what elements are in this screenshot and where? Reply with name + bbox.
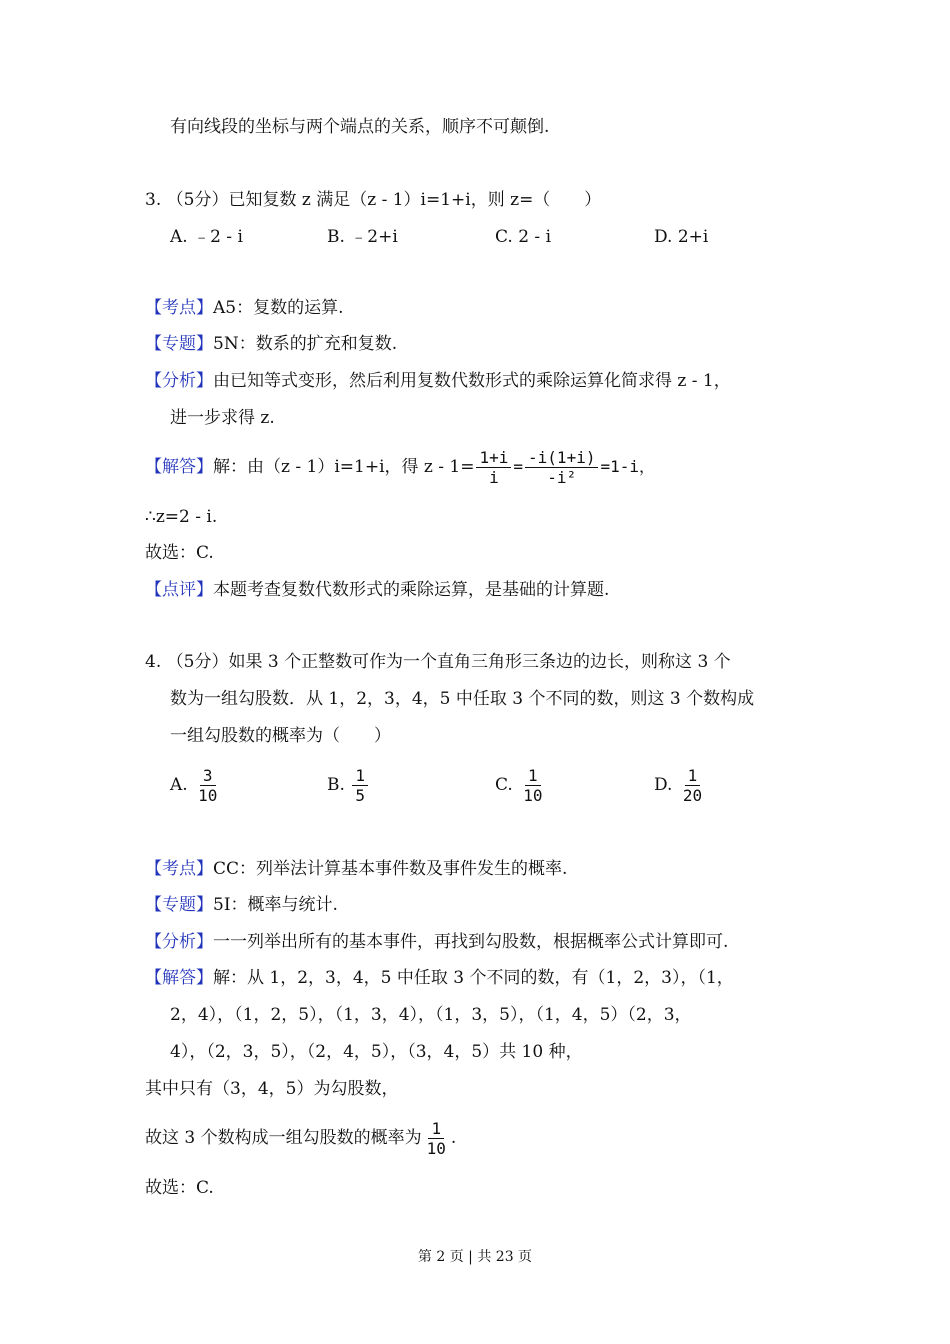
fraction — [680, 766, 705, 805]
denominator: i — [489, 468, 499, 487]
fraction — [520, 766, 545, 805]
fenxi-tag: 【分析】 — [145, 932, 213, 952]
zhuanti-text: 5I：概率与统计. — [213, 895, 338, 915]
jieda-result: =1-i， — [600, 457, 656, 476]
q4-fenxi — [145, 930, 728, 954]
numerator: 1 — [352, 766, 368, 786]
q4-stem: 4. （5分）如果 3 个正整数可作为一个直角三角形三条边的边长，则称这 3 个 — [145, 652, 731, 672]
denominator: 20 — [682, 786, 703, 805]
q3-stem: 3. （5分）已知复数 z 满足（z - 1）i=1+i，则 z=（ ） — [145, 190, 602, 210]
intro-line: 有向线段的坐标与两个端点的关系，顺序不可颠倒. — [170, 117, 550, 137]
fraction — [476, 448, 511, 487]
denominator: 10 — [426, 1139, 446, 1158]
fraction — [424, 1119, 449, 1158]
numerator: 1 — [428, 1119, 444, 1139]
numerator: 1 — [525, 766, 541, 786]
q3-option-d: D. 2+i — [654, 227, 709, 247]
zhuanti-tag: 【专题】 — [145, 334, 213, 354]
option-label: D. — [654, 775, 673, 795]
q3-option-a: A. ﹣2 - i — [170, 227, 243, 247]
option-label: B. — [327, 775, 345, 795]
q4-jieda-cont: 其中只有（3，4，5）为勾股数， — [145, 1079, 399, 1099]
option-label: A. — [170, 775, 188, 795]
q4-option-c — [495, 763, 547, 807]
option-label: C. — [495, 775, 513, 795]
fenxi-tag: 【分析】 — [145, 371, 213, 391]
kaodian-tag: 【考点】 — [145, 298, 213, 318]
q4-option-d — [654, 763, 707, 807]
q3-fenxi-cont: 进一步求得 z. — [170, 408, 275, 428]
equals: = — [513, 457, 524, 476]
q3-option-c: C. 2 - i — [495, 227, 552, 247]
q3-therefore: ∴z=2 - i. — [145, 507, 218, 527]
numerator: 1 — [685, 766, 701, 786]
fenxi-text: 由已知等式变形，然后利用复数代数形式的乘除运算化简求得 z - 1， — [213, 371, 731, 391]
jieda-text: 解：从 1，2，3，4，5 中任取 3 个不同的数，有（1，2，3），（1， — [213, 968, 734, 988]
numerator: -i(1+i) — [525, 448, 598, 468]
q4-jieda-cont: 2，4），（1，2，5），（1，3，4），（1，3，5），（1，4，5）（2，3， — [170, 1005, 692, 1025]
denominator: 10 — [198, 786, 218, 805]
q3-dianping — [145, 578, 609, 602]
q3-kaodian — [145, 296, 344, 320]
q3-answer: 故选：C. — [145, 543, 214, 563]
q4-stem-cont: 数为一组勾股数．从 1，2，3，4，5 中任取 3 个不同的数，则这 3 个数构成 — [170, 689, 755, 709]
denominator: 10 — [523, 786, 543, 805]
jieda-text: 解：由（z - 1）i=1+i，得 z - 1= — [213, 457, 475, 477]
kaodian-text: CC：列举法计算基本事件数及事件发生的概率. — [213, 859, 568, 879]
q3-zhuanti — [145, 332, 397, 356]
q4-zhuanti — [145, 893, 338, 917]
kaodian-tag: 【考点】 — [145, 859, 213, 879]
q4-option-a — [170, 763, 222, 807]
numerator: 1+i — [476, 448, 511, 468]
q3-option-b: B. ﹣2+i — [327, 227, 398, 247]
page-footer: 第 2 页 | 共 23 页 — [417, 1249, 533, 1265]
jieda-text: 故这 3 个数构成一组勾股数的概率为 — [145, 1128, 422, 1148]
q4-kaodian — [145, 857, 567, 881]
fenxi-text: 一一列举出所有的基本事件，再找到勾股数，根据概率公式计算即可. — [213, 932, 729, 952]
q4-answer: 故选：C. — [145, 1178, 214, 1198]
dianping-text: 本题考查复数代数形式的乘除运算，是基础的计算题. — [213, 580, 610, 600]
fraction — [352, 766, 368, 805]
q4-stem-cont: 一组勾股数的概率为（ ） — [170, 726, 391, 746]
numerator: 3 — [200, 766, 216, 786]
fraction — [525, 448, 598, 487]
q4-jieda-cont: 4），（2，3，5），（2，4，5），（3，4，5）共 10 种， — [170, 1042, 583, 1062]
denominator: 5 — [355, 786, 365, 805]
q4-jieda-prob — [145, 1116, 456, 1160]
period: . — [450, 1128, 457, 1148]
kaodian-text: A5：复数的运算. — [213, 298, 344, 318]
zhuanti-tag: 【专题】 — [145, 895, 213, 915]
denominator: -i² — [547, 468, 577, 487]
q3-fenxi — [145, 369, 731, 393]
fraction — [195, 766, 220, 805]
jieda-tag: 【解答】 — [145, 457, 213, 477]
jieda-tag: 【解答】 — [145, 968, 213, 988]
q4-jieda — [145, 966, 734, 990]
zhuanti-text: 5N：数系的扩充和复数. — [213, 334, 398, 354]
q3-jieda — [145, 443, 655, 491]
q4-option-b — [327, 763, 370, 807]
dianping-tag: 【点评】 — [145, 580, 213, 600]
